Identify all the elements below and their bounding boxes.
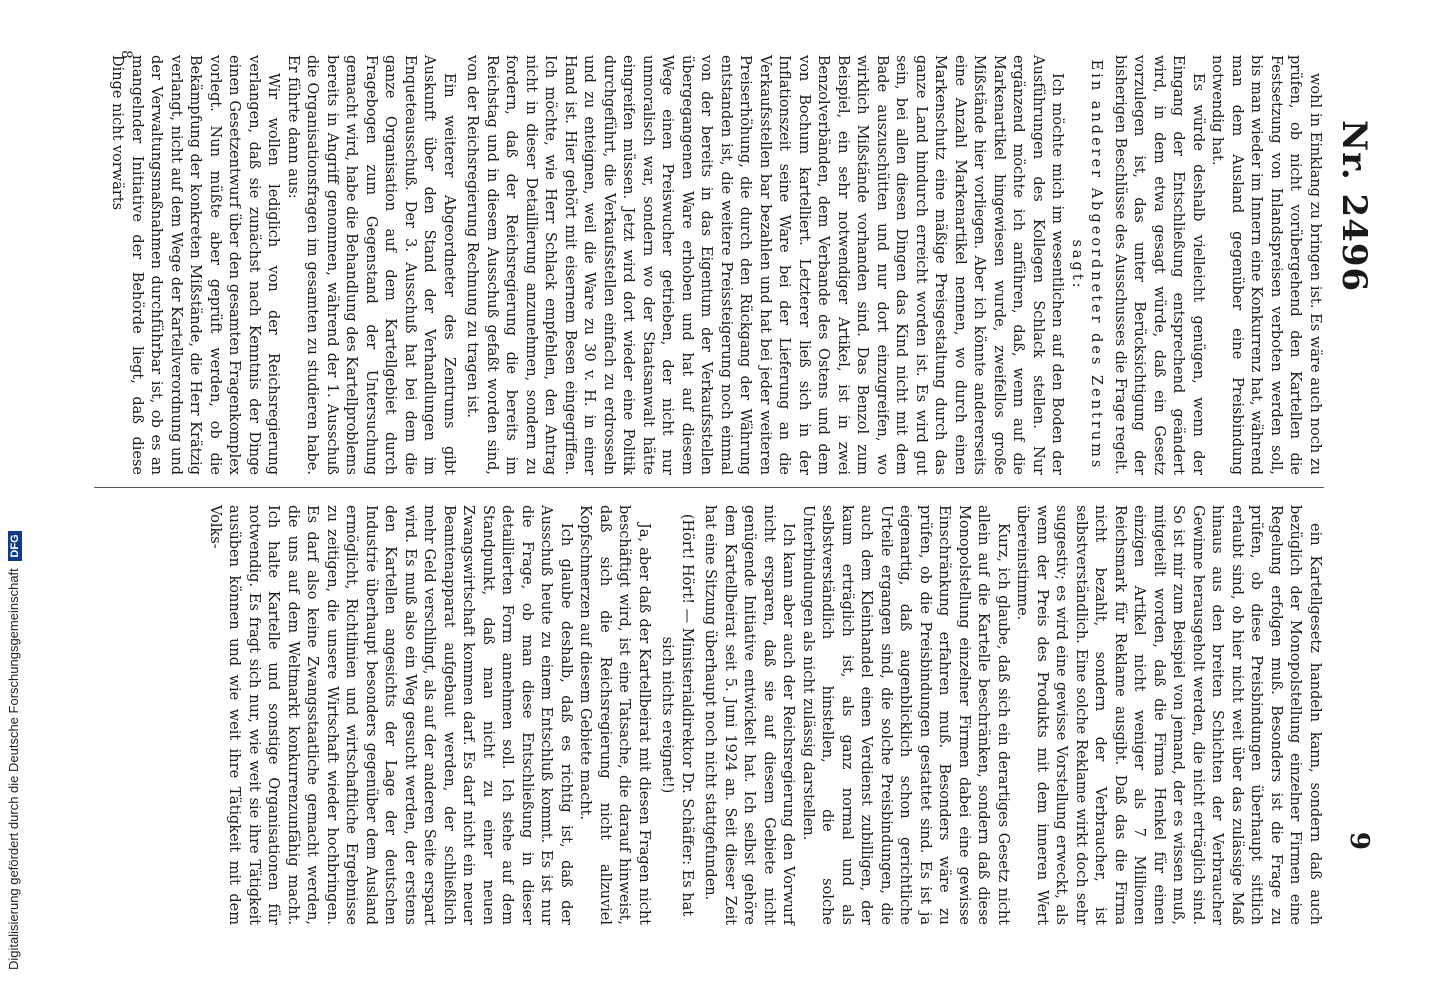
paragraph: Wir wollen lediglich von der Reichsregierung verlangen, daß sie zunächst nach Kenntnis der Dinge einen Gesetzentwurf über den gesamten Fragenkomplex vorlegt. Nun müßte aber geprüft werden, ob die Bekämpfung der konkreten Mißstände, die Herr Krätzig verlangt, nicht auf dem Wege der Kartellverordnung und der Verwaltungsmaßnahmen durchführbar ist, ob es an mangelnder Initiative der Behörde liegt, daß diese Dinge nicht vorwärts [109, 55, 282, 475]
digitization-credit [6, 70, 21, 970]
paragraph: Ich möchte mich im wesentlichen auf den Boden der Ausführungen des Kollegen Schlack stellen. Nur ergänzend möchte ich anführen, daß, wenn auf die Markenartikel hingewiesen wurde, zweifellos große Mißstände hier vorliegen. Aber ich könnte andererseits eine Anzahl Markenartikel nennen, wo durch einen Markenschutz eine mäßige Preisgestaltung durch das ganze Land hindurch erreicht worden ist. Es wird gut sein, bei allen diesen Dingen das Kind nicht mit dem Bade auszuschütten und nur dort einzugreifen, wo wirklich Mißstände vorhanden sind. Das Benzol zum Beispiel, ein sehr notwendiger Artikel, ist in zwei Benzolverbänden, dem Verbande des Ostens und dem von Bochum kartelliert. Letzterer ließ sich in der Inflationszeit seine Ware bei der Lieferung an die Verkaufsstellen bar bezahlen und hat bei jeder weiteren Preiserhöhung, die durch den Rückgang der Währung entstanden ist, die weitere Preissteigerung noch einmal von der bereits in das Eigentum der Verkaufsstellen übergegangenen Ware erhoben und hat auf diesem Wege einen Preiswucher getrieben, der nicht nur unmoralisch war, sondern wo der Staatsanwalt hätte eingreifen müssen. Jetzt wird dort wieder eine Politik durchgeführt, die Verkaufsstellen einfach zu erdrosseln und zu enteignen, weil die Ware zu 30 v. H. in einer Hand ist. Hier gehört mit eisernem Besen eingegriffen. Ich möchte, wie Herr Schlack empfehlen, den Antrag nicht in dieser Detaillierung anzunehmen, sondern zu fordern, daß der Reichsregierung die bereits im Reichstag und in diesem Ausschuß gefaßt worden sind, von der Reichsregierung Rechnung zu tragen ist. [464, 55, 1066, 475]
column-divider [94, 487, 1324, 488]
paragraph: Ein weiterer Abgeordneter des Zentrums gibt Auskunft über den Stand der Verhandlungen im Enqueteausschuß. Der 3. Ausschuß hat bei dem die ganze Organisation auf dem Kartellgebiet durch Fragebogen zum Gegenstand der Untersuchung gemacht wird, habe die Behandlung des Kartellproblems bereits in Angriff genommen, während der 1. Ausschuß die Organisationsfragen im gesamten zu studieren habe. Er führte dann aus: [285, 55, 457, 475]
paragraph: Ja, aber daß der Kartellbeirat mit diesen Fragen nicht beschäftigt wird, ist eine Tatsache, die darauf hinweist, daß sich die Reichsregierung nicht allzuviel Kopfschmerzen auf diesem Gebiete macht. [577, 505, 652, 925]
speaker-heading: Ein anderer Abgeordneter des Zentrums sagt: [1069, 59, 1105, 471]
page-number-top: 9 [1344, 831, 1374, 850]
paragraph: wohl in Einklang zu bringen ist. Es wäre auch noch zu prüfen, ob nicht vorübergehend den Kartellen die Festsetzung von Inlandspreisen verboten werden soll, bis man wieder im Innern eine Konkurrenz hat, während man dem Ausland gegenüber eine Preisbindung notwendig hat. [1209, 55, 1323, 475]
page-number-bottom: 8 [118, 50, 134, 59]
paragraph: Ich glaube deshalb, daß es richtig ist, daß der Ausschuß heute zu einem Entschluß kommt. Es ist nur die Frage, ob man diese Entschließung in dieser detaillierten Form annehmen soll. Ich stehe auf dem Standpunkt, daß man nicht zu einer neuen Zwangswirtschaft kommen darf. Es darf nicht ein neuer Beamtenapparat aufgebaut werden, der schließlich mehr Geld verschlingt, als auf der anderen Seite erspart wird. Es muß also ein Weg gesucht werden, der erstens den Kartellen angesichts der Lage der deutschen Industrie überhaupt besonders gegenüber dem Ausland ermöglicht, Richtlinien und wirtschaftliche Ergebnisse zu zeitigen, die unsere Wirtschaft wieder hochbringen. Es darf also keine Zwangsstaatliche gemacht werden, die uns auf dem Weltmarkt konkurrenzunfähig macht. Ich halte Kartelle und sonstige Organisationen für notwendig. Es fragt sich nur, wie weit sie ihre Tätigkeit ausüben können und wie weit ihre Tätigkeit mit dem Volks- [207, 505, 574, 925]
paragraph: Kurz, ich glaube, daß sich ein derartiges Gesetz nicht allein auf die Kartelle beschränken, sondern daß diese Monopolstellung einzelner Firmen dabei eine gewisse Einschränkung erfahren muß. Besonders wäre zu prüfen, ob die Preisbindungen gestattet sind. Es ist ja eigenartig, daß augenblicklich schon gerichtliche Urteile ergangen sind, die solche Preisbindungen, die auch dem Kleinhandel einen Verdienst zubilligen, der kaum erträglich ist, als ganz normal und als selbstverständlich hinstellen, die solche Unterbindungen als nicht zulässig darstellen. [800, 505, 1011, 925]
dfg-logo: DFG [8, 531, 22, 560]
document-number: Nr. 2496 [1334, 120, 1374, 293]
paragraph: ein Kartellgesetz handeln kann, sondern daß auch bezüglich der Monopolstellung einzelner Firmen eine Regelung erfolgen muß. Besonders ist die Frage zu prüfen, ob diese Preisbindungen überhaupt sittlich erlaubt sind, ob hier nicht weit über das zulässige Maß hinaus aus den breiten Schichten der Verbraucher Gewinne herausgeholt werden, die nicht erträglich sind. So ist mir zum Beispiel von jemand, der es wissen muß, mitgeteilt worden, daß die Firma Henkel für einen einzigen Artikel nicht weniger als 7 Millionen Reichsmark für Reklame ausgibt. Daß das die Firma nicht bezahlt, sondern der Verbraucher, ist selbstverständlich. Eine solche Reklame wirkt doch sehr suggestiv; es wird eine gewisse Vorstellung erweckt, als wenn der Preis des Produkts mit dem inneren Wert übereinstimme. [1014, 505, 1323, 925]
digitization-text: Digitalisierung gefördert durch die Deutsche Forschungsgemeinschaft [6, 568, 21, 970]
interjection: (Hört! Hört! — Ministerialdirektor Dr. Schäffer: Es hat sich nichts ereignet!) [659, 513, 695, 917]
paragraph: Ich kann aber auch der Reichsregierung den Vorwurf nicht ersparen, daß sie auf diesem Gebiete nicht genügende Initiative entwickelt hat. Ich selbst gehöre dem Kartellbeirat seit 5. Juni 1924 an. Seit dieser Zeit hat eine Sitzung überhaupt noch nicht stattgefunden. [702, 505, 797, 925]
paragraph: Es würde deshalb vielleicht genügen, wenn der Eingang der Entschließung entsprechend geändert wird, in dem etwa gesagt würde, daß ein Gesetz vorzulegen ist, das unter Berücksichtigung der bisherigen Beschlüsse des Ausschusses die Frage regelt. [1112, 55, 1206, 475]
text-column-right [205, 505, 1325, 925]
text-column-left [107, 55, 1324, 475]
